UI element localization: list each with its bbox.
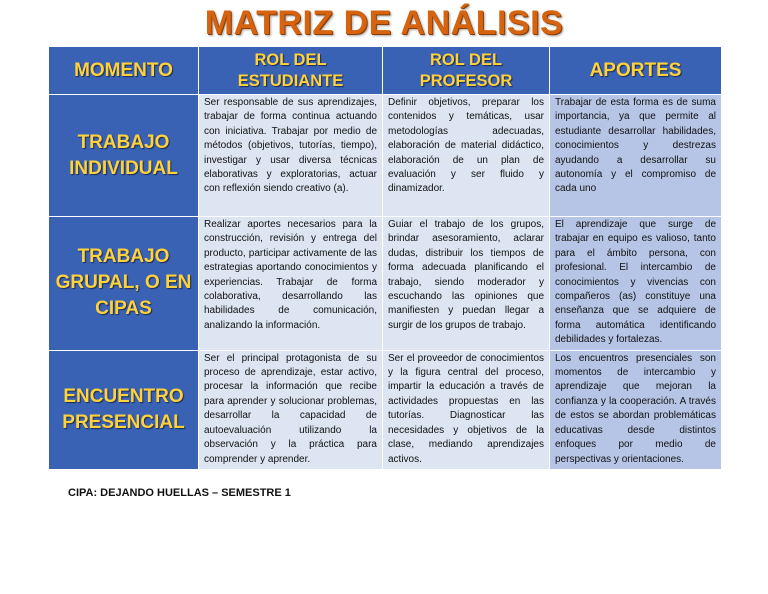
page-title: MATRIZ DE ANÁLISIS: [204, 4, 564, 42]
table-row: [49, 217, 722, 351]
header-row: [49, 47, 722, 95]
moment-label-line2: PRESENCIAL: [62, 411, 185, 433]
analysis-matrix-table: [48, 46, 722, 470]
header-rol-estudiante-line2: ESTUDIANTE: [237, 71, 344, 90]
header-rol-estudiante-line1: ROL DEL: [254, 50, 327, 69]
moment-label-line1: TRABAJO: [77, 246, 170, 268]
table-row: [49, 95, 722, 217]
moment-label-line2: GRUPAL, O EN: [55, 272, 192, 294]
cell-rol-profesor: Guiar el trabajo de los grupos, brindar asesoramiento, aclarar dudas, distribuir los tiempos de forma adecuada planificando el trabajo, siendo moderador y escuchando las opiniones que manifiesten y puedan llegar a surgir de los grupos de trabajo.: [383, 217, 550, 351]
cell-aportes: Trabajar de esta forma es de suma importancia, ya que permite al estudiante desarrollar habilidades, conocimientos y destrezas ayudando a desarrollar su autonomía y el compromiso de cada uno: [550, 95, 722, 217]
header-aportes: APORTES: [550, 47, 722, 95]
footer-cipa-label: CIPA: DEJANDO HUELLAS – SEMESTRE 1: [68, 487, 291, 499]
cell-aportes: Los encuentros presenciales son momentos de intercambio y aprendizaje que mejoran la confianza y la cooperación. A través de estos se abordan problemáticas educativas desde distintos enfoques por medio de perspectivas y orientaciones.: [550, 350, 722, 469]
cell-rol-profesor: Definir objetivos, preparar los contenidos y temáticas, usar metodologías adecuadas, elaboración de material didáctico, elaboración de un plan de evaluación y ser fluido y dinamizador.: [383, 95, 550, 217]
cell-rol-estudiante: Realizar aportes necesarios para la construcción, revisión y entrega del producto, participar activamente de las estrategias aportando conocimientos y experiencias. Trabajar de forma colaborativa, desarrollando las habilidades de comunicación, analizando la información.: [199, 217, 383, 351]
header-momento: MOMENTO: [49, 47, 199, 95]
cell-rol-estudiante: Ser responsable de sus aprendizajes, trabajar de forma continua actuando con iniciativa. Trabajar por medio de métodos (objetivos, tutorías, tiempo), investigar y usar diversa técnicas elaborativas y exploratorias, actuar con reflexión siendo creativo (a).: [199, 95, 383, 217]
cell-rol-estudiante: Ser el principal protagonista de su proceso de aprendizaje, estar activo, procesar la información que recibe para aprender y solucionar problemas, desarrollar la capacidad de autoevaluación utilizando la observación y la práctica para comprender y aprender.: [199, 350, 383, 469]
header-rol-profesor-line2: PROFESOR: [419, 71, 513, 90]
cell-aportes: El aprendizaje que surge de trabajar en equipo es valioso, tanto para el ámbito persona, con profesional. El intercambio de conocimientos y vivencias con compañeros (as) constituye una enseñanza que se adquiere de forma automática identificando debilidades y fortalezas.: [550, 217, 722, 351]
header-rol-estudiante: [199, 47, 383, 95]
moment-label-line3: CIPAS: [95, 298, 152, 320]
header-rol-profesor-line1: ROL DEL: [429, 50, 503, 69]
header-rol-profesor: [383, 47, 550, 95]
moment-label: [49, 95, 199, 217]
moment-label-line2: INDIVIDUAL: [69, 157, 178, 179]
table-row: [49, 350, 722, 469]
moment-label-line1: TRABAJO: [77, 131, 170, 153]
moment-label-line1: ENCUENTRO: [63, 385, 184, 407]
cell-rol-profesor: Ser el proveedor de conocimientos y la figura central del proceso, impartir la educación a través de actividades propuestas en las tutorías. Diagnosticar las necesidades y objetivos de la clase, mediando aprendizajes activos.: [383, 350, 550, 469]
moment-label: [49, 350, 199, 469]
moment-label: [49, 217, 199, 351]
